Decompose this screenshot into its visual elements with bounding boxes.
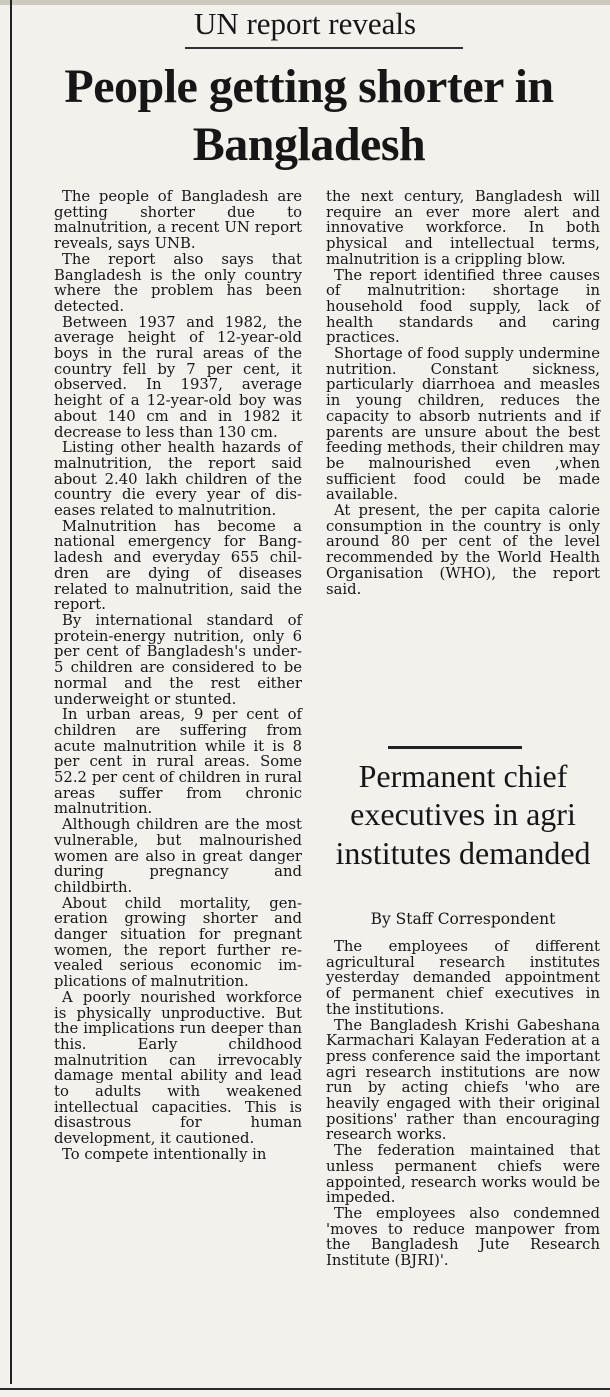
- paragraph: The report identified three causes of malnutrition: shortage in household food supply, lack of health standards and caring practices.: [326, 266, 600, 347]
- second-headline: Permanent chief executives in agri institutes demanded: [335, 758, 591, 871]
- paragraph: The federation maintained that unless permanent chiefs were appointed, research works would be impeded.: [326, 1142, 600, 1207]
- kicker: UN report reveals: [193, 6, 417, 41]
- paragraph: The employees of different agricultural research institutes yesterday demanded appointment of permanent chief executives in the institutions.: [326, 938, 600, 1018]
- article-column-right: [326, 189, 600, 597]
- column-rule: [10, 0, 12, 1397]
- article2-column: [326, 939, 600, 1269]
- paragraph: Malnutrition has become a national emergency for Bangladesh and everyday 655 children are dying of diseases related to malnutrition, said the report.: [54, 517, 302, 614]
- paragraph: The Bangladesh Krishi Gabeshana Karmachari Kalayan Federation at a press conference said the important agri research institutions are now run by acting chiefs 'who are heavily engaged with their original positions' rather than encouraging research works.: [326, 1016, 600, 1144]
- paragraph: Although children are the most vulnerable, but malnourished women are also in great danger during pregnancy and childbirth.: [54, 816, 302, 896]
- paragraph: To compete intentionally in: [62, 1145, 267, 1163]
- paragraph: The report also says that Bangladesh is the only country where the problem has been detected.: [54, 250, 302, 315]
- paragraph: About child mortality, generation growing shorter and danger situation for pregnant women, the report further revealed serious economic implications of malnutrition.: [54, 894, 302, 991]
- headline: People getting shorter in Bangladesh: [64, 60, 554, 171]
- paragraph: the next century, Bangladesh will require an ever more alert and innovative workforce. In both physical and intellectual terms, malnutrition is a crippling blow.: [326, 188, 600, 268]
- paragraph: Shortage of food supply undermine nutrition. Constant sickness, particularly diarrhoea and measles in young children, reduces the capacity to absorb nutrients and if parents are unsure about the best feeding methods, their children may be malnourished even ,when sufficient food could be made available.: [326, 345, 600, 504]
- article-column-left: [54, 189, 302, 1163]
- paragraph: Between 1937 and 1982, the average height of 12-year-old boys in the rural areas of the country fell by 7 per cent, it observed. In 1937, average height of a 12-year-old boy was about 140 cm and in 1982 it decrease to less than 130 cm.: [54, 313, 302, 441]
- paragraph: The people of Bangladesh are getting shorter due to malnutrition, a recent UN report reveals, says UNB.: [54, 188, 302, 253]
- kicker-underline: [185, 47, 463, 49]
- paragraph: A poorly nourished workforce is physically unproductive. But the implications run deeper than this. Early childhood malnutrition can irrevocably damage mental ability and lead to adults with weakened intellectual capacities. This is disastrous for human development, it cautioned.: [54, 988, 302, 1148]
- paragraph: At present, the per capita calorie consumption in the country is only around 80 per cent of the level recommended by the World Health Organisation (WHO), the report said.: [326, 502, 600, 598]
- bottom-edge: [0, 1384, 610, 1397]
- byline: By Staff Correspondent: [370, 910, 556, 928]
- paragraph: Listing other health hazards of malnutrition, the report said about 2.40 lakh children of the country die every year of diseases related to malnutrition.: [54, 439, 302, 520]
- paragraph: The employees also condemned 'moves to reduce manpower from the Bangladesh Jute Research Institute (BJRI)'.: [326, 1204, 600, 1270]
- paragraph: In urban areas, 9 per cent of children are suffering from acute malnutrition while it is 8 per cent in rural areas. Some 52.2 per cent of children in rural areas suffer from chronic malnutrition.: [54, 706, 302, 818]
- paragraph: By international standard of protein-energy nutrition, only 6 per cent of Bangladesh's under-5 children are considered to be normal and the rest either underweight or stunted.: [54, 611, 302, 708]
- article-divider: [388, 746, 522, 749]
